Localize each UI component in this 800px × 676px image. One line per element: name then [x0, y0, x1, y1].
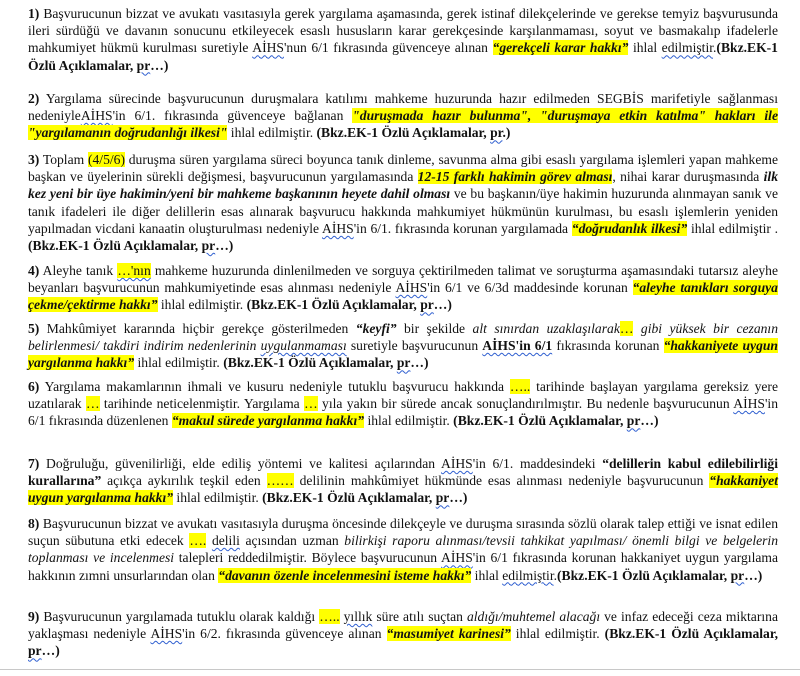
- misspelled-word: edilmiştir: [502, 567, 554, 583]
- item-text: , nihai karar duruşmasında: [612, 169, 764, 185]
- highlighted-right: 12-15 farklı hakimin görev alması: [417, 169, 613, 185]
- item-text: 'in 6/1 ve 6/3d maddesinde korunan: [427, 280, 633, 296]
- highlighted-right: “hakkaniyet uygun yargılanma hakkı”: [28, 473, 778, 506]
- reference-note-end: …): [640, 413, 659, 429]
- reference-note-end: …): [433, 297, 452, 313]
- item-text: duruşma süren yargılama süreci boyunca tanık dinleme, savunma alma gibi esaslı yargılama işlemleri yapan mahkeme başkan ve üyelerinin sürekli değişmesi, başvurucunun yargılamasında: [28, 152, 778, 185]
- list-item: [28, 378, 778, 430]
- item-text: .: [713, 40, 717, 56]
- bold-text: “delillerin kabul edilebilirliği kurallarına”: [28, 456, 778, 489]
- item-text: Yargılama sürecinde başvurucunun duruşmalara katılımı mahkeme huzurunda hazır edilmeden SEGBİS marifetiyle sağlanması nedeniyle: [28, 91, 778, 124]
- reference-note: (Bkz.EK-1 Özlü Açıklamalar,: [453, 413, 627, 429]
- item-text: tarihinde neticelenmiştir. Yargılama: [99, 396, 305, 412]
- reference-paragraph: pr: [435, 490, 450, 506]
- item-text: ihlal: [628, 40, 662, 56]
- item-text: ve bu başkanın/üye hakimin huzurunda alınmayan sanık ve tanık ifadeleri ile diğer delillerin esas alınarak başvurucu hakkında mahkumiyet hükmünün kurulması, bu esaslı işlemlerin yeniden yapılmadan vicdani kanaatin oluşturulması nedeniyle: [28, 186, 778, 236]
- reference-note-end: …): [410, 355, 429, 371]
- reference-note: (Bkz.EK-1 Özlü Açıklamalar,: [246, 297, 421, 313]
- item-text: 'in 6/1. fıkrasında korunan yargılamada: [353, 220, 572, 236]
- item-number: 1): [28, 6, 40, 21]
- reference-paragraph: pr: [420, 297, 434, 313]
- item-text: süre atılı suçtan: [372, 609, 467, 624]
- law-reference: AİHS: [80, 108, 113, 124]
- law-reference: AİHS'in 6/1: [482, 338, 553, 354]
- item-text: 'in 6/1 fıkrasında düzenlenen: [28, 396, 779, 429]
- highlighted-placeholder: …: [85, 396, 100, 412]
- item-text: 'in 6/1. fıkrasında güvenceye bağlanan: [112, 108, 353, 124]
- item-text: Yargılama makamlarının ihmali ve kusuru nedeniyle tutuklu başvurucu hakkında: [39, 379, 510, 394]
- item-number: 3): [28, 152, 40, 167]
- item-text: ihlal edilmiştir.: [157, 297, 247, 313]
- misspelled-word: edilmiştir: [661, 40, 714, 56]
- italic-text: bilirkişi raporu alınması/tevsii tahkikat yapılması/ önemli bilgi ve belgelerin toplanması ve incelenmesi: [28, 533, 778, 566]
- item-text: 'in 6/1 fıkrasında korunan hakkaniyet uygun yargılama hakkının zımni unsurlarından olan: [28, 550, 778, 583]
- highlighted-placeholder: (4/5/6): [87, 152, 125, 167]
- item-text: suretiyle başvurucunun: [346, 338, 483, 354]
- item-text: ihlal: [471, 567, 503, 583]
- highlighted-right: “gerekçeli karar hakkı”: [492, 40, 629, 56]
- list-item: [28, 262, 778, 314]
- reference-note-end: …): [41, 643, 60, 659]
- highlighted-right: “aleyhe tanıkları sorguya çekme/çektirme hakkı”: [28, 280, 778, 313]
- misspelled-word: yıllık: [343, 609, 373, 624]
- reference-paragraph: pr: [201, 238, 216, 254]
- reference-note: (Bkz.EK-1 Özlü Açıklamalar,: [557, 567, 731, 583]
- item-text: ihlal edilmiştir.: [227, 125, 317, 141]
- reference-note: (Bkz.EK-1 Özlü Açıklamalar,: [262, 490, 436, 506]
- item-number: 7): [28, 456, 40, 471]
- highlighted-right: “masumiyet karinesi”: [386, 626, 511, 642]
- list-item: [28, 320, 778, 372]
- item-text: açıkça aykırılık teşkil eden: [101, 473, 267, 489]
- reference-note-end: …): [449, 490, 468, 506]
- italic-text: alt sınırdan uzaklaşılarak: [472, 321, 620, 336]
- highlighted-right: “makul sürede yargılanma hakkı”: [171, 413, 365, 429]
- highlighted-right: “hakkaniyete uygun yargılanma hakkı”: [28, 338, 778, 371]
- item-text: Başvurucunun yargılamada tutuklu olarak kaldığı: [39, 609, 320, 624]
- highlighted-placeholder: …: [304, 396, 318, 412]
- item-text: .: [553, 567, 558, 583]
- list-item: [28, 608, 778, 660]
- item-text: Başvurucunun bizzat ve avukatı vasıtasıyla gerek yargılama aşamasında, gerek istinaf dilekçelerinde ve gerekse temyiz başvurusunda ileri sürdüğü ve davanın sonucunu etkileyecek esaslı hususların karar gerekçesinde karşılanmaması, soyut ve basmakalıp ifadelerle mahkumiyet hükmü kurulması suretiyle: [28, 6, 778, 56]
- reference-note: (Bkz.EK-1 Özlü Açıklamalar,: [604, 626, 778, 642]
- law-reference: AİHS: [322, 220, 354, 236]
- reference-paragraph: pr: [396, 355, 411, 371]
- reference-note: (Bkz.EK-1 Özlü Açıklamalar,: [223, 355, 397, 371]
- item-text: tarihinde başlayan yargılama gereksiz yere uzatılarak: [28, 379, 778, 412]
- item-text: ihlal edilmiştir.: [134, 355, 224, 371]
- highlighted-right: "duruşmada hazır bulunma", "duruşmaya etkin katılma" hakları ile "yargılamanın doğrudanlığı ilkesi": [28, 108, 778, 141]
- item-text: ihlal edilmiştir.: [173, 490, 263, 506]
- reference-paragraph: pr: [28, 643, 42, 659]
- italic-text: aldığı/muhtemel alacağı: [466, 609, 601, 624]
- law-reference: AİHS: [441, 550, 473, 566]
- highlighted-placeholder: ….: [189, 533, 207, 549]
- item-text: 'nun 6/1 fıkrasında güvenceye alınan: [283, 40, 493, 56]
- law-reference: AİHS: [150, 626, 183, 642]
- list-item: [28, 90, 778, 142]
- highlighted-placeholder: …..: [319, 609, 340, 624]
- page-bottom-divider: [0, 669, 800, 670]
- italic-text: gibi yüksek bir cezanın belirlenmesi/ takdiri indirim nedenlerinin: [28, 321, 779, 354]
- item-number: 4): [28, 263, 40, 278]
- highlighted-right: “davanın özenle incelenmesini isteme hakkı”: [218, 567, 472, 583]
- item-text: Başvurucunun bizzat ve avukatı vasıtasıyla duruşma öncesinde dilekçeyle ve duruşma sırasında sözlü olarak talep ettiği ve isnat edilen suçun sübutuna etki edecek: [28, 516, 778, 549]
- item-text: Toplam: [39, 152, 88, 167]
- reference-note-end: .): [502, 125, 511, 141]
- item-text: fıkrasında korunan: [552, 338, 664, 354]
- highlighted-placeholder: …: [619, 321, 634, 336]
- law-reference: AİHS: [395, 280, 428, 296]
- reference-note-end: …): [215, 238, 234, 254]
- reference-paragraph: pr: [626, 413, 641, 429]
- reference-note-end: …): [744, 567, 763, 583]
- item-text: mahkeme huzurunda dinlenilmeden ve sorguya çektirilmeden talimat ve soruşturma aşamasındaki tutarsız aleyhe beyanları başvurucunun mahkumiyetinde esas alınması nedeniyle: [28, 263, 778, 296]
- item-text: 'in 6/2. fıkrasında güvenceye alınan: [182, 626, 387, 642]
- reference-note: (Bkz.EK-1 Özlü Açıklamalar,: [316, 125, 491, 141]
- item-text: ihlal edilmiştir.: [510, 626, 605, 642]
- law-reference: AİHS: [733, 396, 765, 412]
- item-text: ihlal edilmiştir.: [364, 413, 454, 429]
- list-item: [28, 5, 778, 74]
- list-item: [28, 151, 778, 254]
- item-text: 'in 6/1. maddesindeki: [472, 456, 603, 471]
- item-number: 8): [28, 516, 40, 531]
- item-number: 6): [28, 379, 40, 394]
- reference-note: (Bkz.EK-1 Özlü Açıklamalar,: [28, 40, 778, 73]
- reference-paragraph: pr: [490, 125, 503, 141]
- item-text: yıla yakın bir sürede ancak sonuçlandırılmıştır. Bu nedenle başvurucunun: [317, 396, 734, 412]
- misspelled-word: delili: [211, 533, 240, 549]
- reference-note: (Bkz.EK-1 Özlü Açıklamalar,: [28, 238, 202, 254]
- item-text: bir şekilde: [396, 321, 473, 336]
- highlighted-placeholder: …'nın: [117, 263, 151, 278]
- reference-paragraph: pr: [730, 567, 745, 583]
- item-number: 2): [28, 91, 40, 106]
- misspelled-word: uygulanmaması: [260, 338, 347, 354]
- item-text: ihlal edilmiştir .: [687, 220, 778, 236]
- item-number: 9): [28, 609, 40, 624]
- item-text: Aleyhe tanık: [39, 263, 118, 278]
- list-item: [28, 455, 778, 507]
- item-text: talepleri reddedilmiştir. Böylece başvurucunun: [174, 550, 442, 566]
- item-text: Doğruluğu, güvenilirliği, elde ediliş yöntemi ve kalitesi açılarından: [39, 456, 442, 471]
- item-text: Mahkûmiyet kararında hiçbir gerekçe gösterilmeden: [39, 321, 356, 336]
- item-text: delilinin mahkûmiyet hükmünde esas alınması nedeniyle başvurucunun: [293, 473, 710, 489]
- highlighted-right: “doğrudanlık ilkesi”: [571, 220, 688, 236]
- highlighted-placeholder: …..: [509, 379, 531, 394]
- reference-note-end: …): [150, 57, 169, 73]
- emphasis-text: ilk kez yeni bir üye hakimin/yeni bir mahkeme başkanının heyete dahil olması: [28, 169, 778, 202]
- item-text: ve infaz edeceği ceza miktarına yaklaşması nedeniyle: [28, 609, 778, 642]
- law-reference: AİHS: [252, 40, 284, 56]
- item-number: 5): [28, 321, 40, 336]
- item-text: açısından uzman: [239, 533, 345, 549]
- law-reference: AİHS: [441, 456, 473, 471]
- reference-paragraph: pr: [136, 57, 151, 73]
- emphasis-text: “keyfi”: [355, 321, 397, 336]
- list-item: [28, 515, 778, 584]
- highlighted-placeholder: ……: [266, 473, 294, 489]
